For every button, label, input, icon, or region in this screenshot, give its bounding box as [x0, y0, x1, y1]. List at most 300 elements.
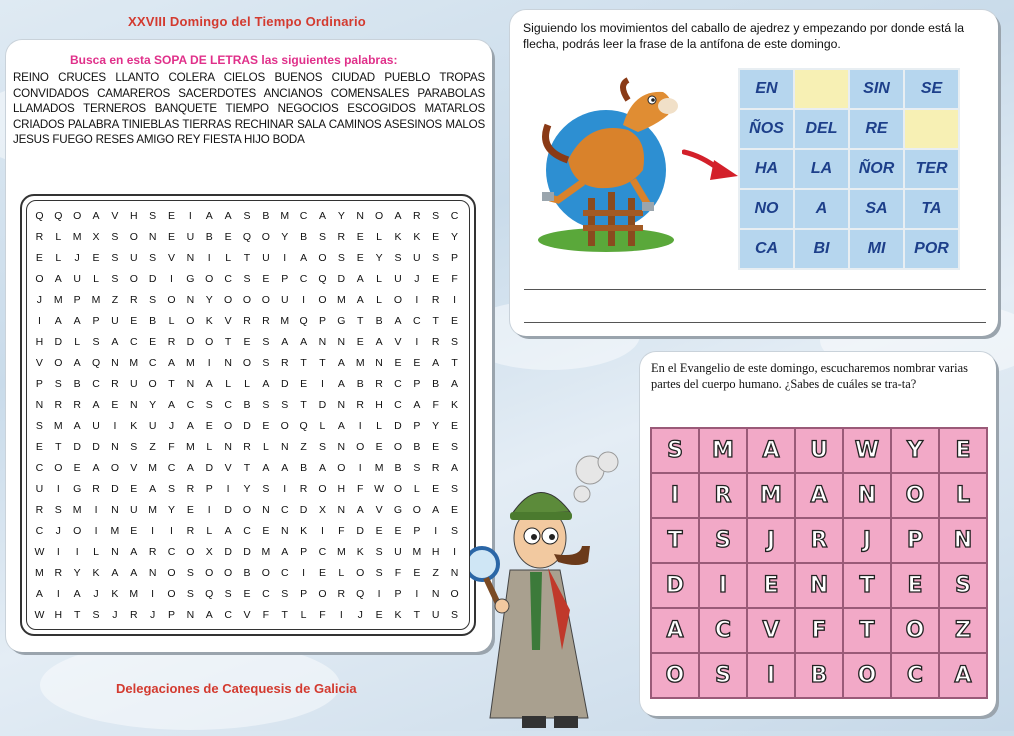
wordsearch-letter: O — [393, 483, 403, 495]
wordsearch-letter: F — [432, 399, 439, 411]
wordsearch-letter: A — [54, 273, 62, 285]
wordsearch-letter: F — [338, 525, 345, 537]
wordsearch-letter: C — [167, 546, 176, 558]
wordsearch-heading: Busca en esta SOPA DE LETRAS las siguientes palabras: — [70, 53, 398, 67]
knight-cell: EN — [739, 69, 794, 109]
wordsearch-letter: A — [111, 336, 119, 348]
body-parts-letter: C — [891, 653, 939, 698]
wordsearch-letter: A — [205, 378, 213, 390]
body-parts-letter: D — [651, 563, 699, 608]
wordsearch-letter: D — [92, 441, 100, 453]
body-parts-letter: M — [699, 428, 747, 473]
wordsearch-letter: O — [318, 483, 327, 495]
wordsearch-letter: O — [129, 273, 138, 285]
wordsearch-letter: O — [356, 567, 365, 579]
wordsearch-letter: O — [224, 294, 233, 306]
wordsearch-letter: C — [262, 588, 270, 600]
wordsearch-letter: F — [168, 441, 175, 453]
wordsearch-letter: R — [356, 399, 364, 411]
wordsearch-letter: L — [225, 378, 232, 390]
wordsearch-letter: N — [262, 504, 270, 516]
wordsearch-letter: E — [432, 483, 440, 495]
knight-grid-row — [739, 69, 959, 109]
wordsearch-letter: A — [281, 462, 289, 474]
wordsearch-letter: Q — [35, 210, 44, 222]
detective-illustration — [470, 450, 630, 731]
wordsearch-letter: R — [92, 483, 100, 495]
wordsearch-letter: A — [451, 378, 459, 390]
wordsearch-letter: E — [111, 399, 119, 411]
wordsearch-letter: S — [243, 210, 251, 222]
wordsearch-letter: E — [356, 231, 364, 243]
wordsearch-letter: T — [432, 315, 439, 327]
wordsearch-letter: V — [130, 462, 138, 474]
wordsearch-letter: E — [413, 357, 421, 369]
wordsearch-letter: S — [451, 525, 459, 537]
wordsearch-letter: Y — [168, 504, 176, 516]
wordsearch-letter: L — [338, 567, 345, 579]
wordsearch-letter: R — [431, 336, 440, 348]
wordsearch-letter: O — [129, 231, 138, 243]
wordsearch-letter: L — [376, 231, 382, 243]
wordsearch-letter: S — [205, 399, 213, 411]
body-parts-letter: A — [747, 428, 795, 473]
wordsearch-letter: N — [337, 504, 346, 516]
wordsearch-letter: S — [281, 399, 289, 411]
wordsearch-letter: R — [280, 357, 289, 369]
wordsearch-letter: V — [224, 315, 232, 327]
wordsearch-letter: D — [243, 546, 251, 558]
wordsearch-letter: S — [92, 336, 100, 348]
wordsearch-letter: N — [224, 357, 232, 369]
wordsearch-letter: E — [318, 567, 326, 579]
body-parts-letter: W — [843, 428, 891, 473]
wordsearch-letter: I — [283, 252, 287, 264]
wordsearch-letter: M — [261, 546, 271, 558]
wordsearch-letter: D — [148, 273, 157, 285]
wordsearch-letter: I — [415, 336, 419, 348]
wordsearch-letter: S — [281, 588, 289, 600]
wordsearch-letter: L — [206, 441, 213, 453]
wordsearch-letter: E — [224, 231, 232, 243]
body-parts-letter: R — [795, 518, 843, 563]
wordsearch-letter: Z — [432, 567, 439, 579]
wordsearch-letter: E — [432, 231, 440, 243]
wordsearch-letter: L — [376, 294, 382, 306]
wordsearch-letter: I — [94, 525, 98, 537]
wordsearch-letter: O — [54, 357, 63, 369]
wordsearch-letter: P — [92, 315, 100, 327]
body-parts-letter: U — [795, 428, 843, 473]
body-parts-letter: N — [795, 563, 843, 608]
wordsearch-letter: A — [318, 210, 326, 222]
wordsearch-letter: J — [36, 294, 43, 306]
wordsearch-letter: C — [167, 462, 176, 474]
wordsearch-letter: K — [394, 231, 402, 243]
body-parts-letter: V — [747, 608, 795, 653]
knight-grid — [738, 68, 960, 270]
wordsearch-letter: A — [54, 315, 62, 327]
wordsearch-letter: O — [73, 525, 82, 537]
body-parts-grid — [650, 427, 988, 699]
knight-cell: SIN — [849, 69, 904, 109]
wordsearch-letter: H — [375, 399, 383, 411]
wordsearch-letter: I — [37, 315, 41, 327]
wordsearch-letter: S — [337, 252, 345, 264]
wordsearch-letter: S — [451, 483, 459, 495]
wordsearch-letter: V — [394, 336, 402, 348]
wordsearch-letter: S — [432, 210, 440, 222]
wordsearch-letter: F — [394, 567, 402, 579]
wordsearch-letter: S — [432, 252, 440, 264]
body-parts-letter: E — [747, 563, 795, 608]
wordsearch-letter: F — [319, 609, 326, 621]
wordsearch-letter: O — [54, 462, 63, 474]
wordsearch-letter: P — [35, 378, 43, 390]
wordsearch-letter: A — [168, 399, 176, 411]
wordsearch-letter: O — [205, 273, 214, 285]
wordsearch-letter: W — [34, 546, 45, 558]
wordsearch-letter: A — [224, 525, 232, 537]
body-parts-letter: J — [843, 518, 891, 563]
wordsearch-letter: A — [432, 504, 440, 516]
body-parts-row — [651, 653, 987, 698]
wordsearch-letter: S — [111, 273, 119, 285]
wordsearch-letter: J — [93, 588, 99, 600]
wordsearch-letter: D — [299, 504, 308, 516]
body-parts-letter: E — [939, 428, 987, 473]
wordsearch-letter: A — [300, 336, 308, 348]
wordsearch-letter: V — [243, 609, 251, 621]
wordsearch-letter: I — [56, 483, 60, 495]
wordsearch-letter: A — [186, 462, 194, 474]
wordsearch-letter: I — [434, 525, 438, 537]
body-parts-letter: N — [843, 473, 891, 518]
wordsearch-letter: J — [74, 252, 80, 264]
wordsearch-letter: S — [451, 441, 459, 453]
wordsearch-letter: R — [129, 294, 138, 306]
wordsearch-letter: E — [130, 483, 138, 495]
body-parts-letter: O — [651, 653, 699, 698]
wordsearch-letter: B — [262, 210, 270, 222]
wordsearch-letter: S — [54, 378, 62, 390]
wordsearch-letter: A — [111, 567, 119, 579]
wordsearch-letter: C — [224, 273, 232, 285]
wordsearch-letter: P — [413, 420, 421, 432]
wordsearch-letter: R — [129, 609, 138, 621]
wordsearch-letter: N — [375, 357, 383, 369]
wordsearch-letter: S — [262, 399, 270, 411]
body-parts-letter: N — [939, 518, 987, 563]
wordsearch-letter: T — [168, 378, 175, 390]
wordsearch-letter: S — [149, 252, 157, 264]
wordsearch-letter: L — [376, 420, 382, 432]
wordsearch-letter: E — [262, 420, 270, 432]
wordsearch-letter: Y — [451, 231, 459, 243]
wordsearch-letter: M — [336, 294, 346, 306]
wordsearch-letter: L — [262, 441, 269, 453]
wordsearch-letter: M — [129, 588, 139, 600]
wordsearch-letter: B — [394, 462, 402, 474]
wordsearch-letter: Y — [432, 420, 440, 432]
wordsearch-letter: H — [337, 483, 346, 495]
knight-cell: HA — [739, 149, 794, 189]
body-parts-letter: L — [939, 473, 987, 518]
wordsearch-letter: K — [356, 546, 364, 558]
body-parts-letter: R — [699, 473, 747, 518]
wordsearch-letter: D — [73, 441, 81, 453]
wordsearch-letter: Q — [356, 588, 365, 600]
wordsearch-letter: N — [431, 588, 440, 600]
wordsearch-letter: J — [112, 609, 118, 621]
wordsearch-letter: S — [413, 462, 421, 474]
knight-cell: A — [794, 189, 849, 229]
wordsearch-letter: R — [54, 399, 63, 411]
wordsearch-letter: R — [431, 462, 440, 474]
wordsearch-letter: R — [337, 588, 346, 600]
wordsearch-letter: T — [451, 357, 458, 369]
wordsearch-letter: U — [394, 546, 402, 558]
wordsearch-letter: B — [432, 378, 440, 390]
wordsearch-letter: K — [205, 315, 213, 327]
wordsearch-letter: A — [186, 420, 194, 432]
wordsearch-letter: E — [394, 525, 402, 537]
wordsearch-letter: B — [375, 315, 383, 327]
wordsearch-letter: E — [92, 252, 100, 264]
wordsearch-letter: U — [148, 420, 157, 432]
wordsearch-letter: E — [262, 525, 270, 537]
wordsearch-letter: O — [280, 420, 289, 432]
wordsearch-letter: S — [224, 588, 232, 600]
wordsearch-letter: R — [35, 231, 44, 243]
wordsearch-letter: P — [451, 252, 459, 264]
wordsearch-letter: P — [168, 609, 176, 621]
wordsearch-letter: E — [413, 567, 421, 579]
wordsearch-letter: Z — [300, 441, 307, 453]
wordsearch-letter: R — [35, 504, 44, 516]
wordsearch-letter: U — [129, 252, 138, 264]
horse-illustration — [528, 70, 678, 260]
wordsearch-letter: O — [337, 462, 346, 474]
wordsearch-letter: B — [243, 399, 251, 411]
wordsearch-letter: N — [148, 567, 157, 579]
wordsearch-letter: M — [186, 441, 195, 453]
body-parts-letter: Z — [939, 608, 987, 653]
wordsearch-letter: B — [149, 315, 157, 327]
wordsearch-letter: O — [186, 315, 195, 327]
wordsearch-letter: N — [318, 336, 327, 348]
wordsearch-letter: T — [73, 609, 81, 621]
wordsearch-letter: C — [129, 336, 138, 348]
knight-cell: LA — [794, 149, 849, 189]
wordsearch-letter: Y — [337, 210, 345, 222]
wordsearch-letter: W — [34, 609, 45, 621]
wordsearch-letter: I — [207, 504, 211, 516]
wordsearch-letter: O — [356, 441, 365, 453]
wordsearch-letter: K — [413, 231, 421, 243]
wordsearch-letter: A — [73, 420, 81, 432]
wordsearch-letter: U — [129, 504, 138, 516]
wordsearch-letter: S — [111, 231, 119, 243]
wordsearch-letter: M — [35, 567, 44, 579]
body-parts-letter: O — [843, 653, 891, 698]
wordsearch-letter: T — [243, 462, 251, 474]
wordsearch-letter: M — [72, 504, 82, 516]
wordsearch-letter: I — [56, 588, 60, 600]
wordsearch-letter: C — [413, 315, 421, 327]
wordsearch-letter: G — [337, 315, 346, 327]
wordsearch-letter: S — [262, 483, 270, 495]
wordsearch-letter: D — [54, 336, 63, 348]
wordsearch-letter: J — [150, 609, 156, 621]
body-parts-letter: A — [795, 473, 843, 518]
body-parts-letter: T — [843, 563, 891, 608]
knight-cell: SA — [849, 189, 904, 229]
wordsearch-letter: U — [92, 420, 100, 432]
wordsearch-letter: C — [299, 210, 308, 222]
wordsearch-letter: B — [205, 231, 213, 243]
wordsearch-letter: A — [337, 378, 345, 390]
wordsearch-letter: D — [394, 420, 402, 432]
wordsearch-letter: B — [300, 231, 308, 243]
knight-instruction: Siguiendo los movimientos del caballo de ajedrez y empezando por donde está la flecha, podrás leer la frase de la antífona de este domingo. — [523, 21, 965, 51]
wordsearch-letter: M — [72, 231, 82, 243]
wordsearch-letter: T — [357, 315, 364, 327]
body-parts-letter: O — [891, 608, 939, 653]
wordsearch-letter: Q — [318, 273, 327, 285]
wordsearch-letter: S — [318, 231, 326, 243]
wordsearch-letter: V — [111, 210, 119, 222]
wordsearch-letter: A — [73, 357, 81, 369]
wordsearch-letter: I — [358, 462, 362, 474]
wordsearch-letter: A — [168, 357, 176, 369]
body-parts-letter: P — [891, 518, 939, 563]
wordsearch-letter: L — [319, 420, 326, 432]
wordsearch-letter: S — [54, 504, 62, 516]
wordsearch-letter: P — [413, 525, 421, 537]
wordsearch-letter: K — [130, 420, 138, 432]
wordsearch-letter: I — [226, 483, 230, 495]
wordsearch-letter: I — [377, 588, 381, 600]
wordsearch-letter: X — [205, 546, 213, 558]
horse-icon — [528, 70, 678, 260]
wordsearch-letter: H — [35, 336, 44, 348]
wordsearch-letter: C — [224, 609, 232, 621]
wordsearch-letter: M — [53, 294, 63, 306]
wordsearch-letter: T — [413, 609, 421, 621]
wordsearch-letter: K — [451, 399, 459, 411]
wordsearch-letter: Y — [243, 483, 251, 495]
wordsearch-letter: L — [74, 336, 81, 348]
wordsearch-letter: A — [130, 567, 138, 579]
wordsearch-letter: E — [35, 441, 43, 453]
knight-grid-row — [739, 109, 959, 149]
wordsearch-letter: A — [318, 462, 326, 474]
wordsearch-letter: O — [261, 231, 270, 243]
knight-cell: TA — [904, 189, 959, 229]
wordsearch-letter: I — [207, 357, 211, 369]
knight-cell: CA — [739, 229, 794, 269]
wordsearch-letter: H — [431, 546, 440, 558]
wordsearch-letter: N — [337, 336, 346, 348]
wordsearch-letter: A — [337, 357, 345, 369]
wordsearch-letter: G — [393, 504, 403, 516]
wordsearch-letter: J — [168, 420, 175, 432]
wordsearch-letter: C — [280, 504, 289, 516]
wordsearch-letter: U — [431, 609, 440, 621]
knight-cell: TER — [904, 149, 959, 189]
body-parts-row — [651, 473, 987, 518]
wordsearch-letter: O — [167, 567, 176, 579]
wordsearch-letter: I — [170, 525, 173, 537]
body-parts-letter: I — [747, 653, 795, 698]
wordsearch-letter: G — [186, 273, 195, 285]
wordsearch-letter: S — [168, 483, 176, 495]
wordsearch-letter: E — [130, 525, 138, 537]
wordsearch-letter: O — [393, 441, 403, 453]
wordsearch-letter: L — [225, 252, 232, 264]
wordsearch-letter: A — [92, 399, 100, 411]
wordsearch-letter: T — [55, 441, 62, 453]
wordsearch-letter: N — [224, 441, 232, 453]
wordsearch-letter: M — [110, 525, 120, 537]
wordsearch-letter: M — [148, 462, 158, 474]
wordsearch-letter: O — [261, 567, 270, 579]
wordsearch-letter: B — [300, 462, 308, 474]
wordsearch-letter: X — [318, 504, 326, 516]
wordsearch-letter: T — [281, 609, 288, 621]
wordsearch-letter: U — [413, 252, 421, 264]
wordsearch-letter: I — [151, 525, 155, 537]
knight-cell: POR — [904, 229, 959, 269]
wordsearch-letter: G — [73, 483, 82, 495]
wordsearch-letter: C — [450, 210, 459, 222]
body-parts-letter: A — [939, 653, 987, 698]
wordsearch-letter: J — [414, 273, 420, 285]
wordsearch-letter: Y — [73, 567, 81, 579]
wordsearch-letter: E — [186, 504, 194, 516]
wordsearch-letter: J — [357, 609, 363, 621]
wordsearch-letter: A — [205, 210, 213, 222]
wordsearch-letter: O — [224, 567, 233, 579]
wordsearch-letter: M — [412, 546, 422, 558]
wordsearch-letter: M — [91, 294, 101, 306]
wordsearch-letter: A — [300, 252, 308, 264]
wordsearch-letter: L — [206, 525, 213, 537]
wordsearch-letter: T — [319, 357, 326, 369]
wordsearch-letter: P — [300, 588, 308, 600]
wordsearch-letter: A — [337, 420, 345, 432]
wordsearch-letter: O — [261, 294, 270, 306]
wordsearch-letter: E — [168, 210, 176, 222]
wordsearch-letter: K — [300, 525, 308, 537]
wordsearch-letter: J — [55, 525, 61, 537]
wordsearch-letter: A — [356, 504, 364, 516]
wordsearch-letter: O — [167, 588, 176, 600]
body-parts-letter: T — [843, 608, 891, 653]
wordsearch-letter: V — [168, 252, 176, 264]
wordsearch-letter: O — [205, 567, 214, 579]
wordsearch-letter: D — [280, 378, 289, 390]
wordsearch-letter: Z — [149, 441, 156, 453]
wordsearch-letter: E — [432, 273, 440, 285]
wordsearch-letter: I — [94, 504, 98, 516]
wordsearch-letter: E — [243, 336, 251, 348]
wordsearch-letter: P — [281, 273, 289, 285]
wordsearch-letter: A — [281, 336, 289, 348]
wordsearch-letter: L — [300, 609, 307, 621]
wordsearch-letter: E — [375, 525, 383, 537]
